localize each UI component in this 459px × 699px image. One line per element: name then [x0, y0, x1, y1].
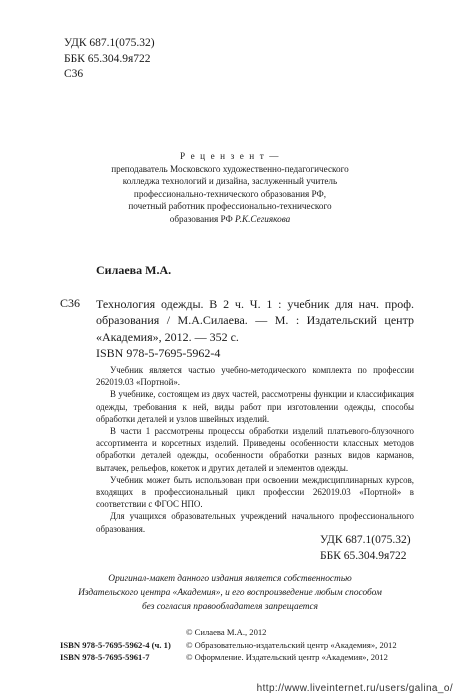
reviewer-line-prefix: образования РФ	[169, 213, 236, 224]
annotation-paragraph: Учебник может быть использован при освоении междисциплинарных курсов, входящих в профессиональный цикл профессии 262019.03 «Портной» в соответствии с ФГОС НПО.	[96, 474, 414, 510]
isbn-line: ISBN 978-5-7695-5962-4	[96, 346, 221, 361]
rights-copyright: © Оформление. Издательский центр «Академия», 2012	[186, 652, 388, 663]
rights-copyright: © Образовательно-издательский центр «Академия», 2012	[186, 639, 397, 650]
bibliographic-description	[96, 296, 414, 362]
reviewer-line: профессионально-технического образования РФ,	[133, 188, 327, 199]
rights-copyright: © Силаева М.А., 2012	[186, 627, 267, 637]
reviewer-line: преподаватель Московского художественно-педагогического	[111, 163, 349, 174]
reviewer-last-line	[60, 213, 400, 226]
bbk-code: ББК 65.304.9я722	[320, 549, 407, 562]
rights-block	[60, 626, 430, 664]
rights-isbn: ISBN 978-5-7695-5962-4 (ч. 1)	[60, 639, 171, 650]
notice-line: Оригинал-макет данного издания является собственностью	[108, 574, 352, 584]
annotation-paragraph: В учебнике, состоящем из двух частей, рассмотрены функции и классификация одежды, требования к ней, виды работ при изготовлении одежды, способы обработки деталей и узлов швейных изделий.	[96, 389, 414, 424]
reviewer-label: Р е ц е н з е н т —	[180, 151, 280, 161]
annotation-paragraph: Учебник является частью учебно-методического комплекта по профессии 262019.03 «Портной».	[96, 365, 414, 388]
annotation	[96, 364, 414, 535]
classification-top	[64, 36, 155, 83]
copyright-notice	[40, 573, 420, 614]
udk-code: УДК 687.1(075.32)	[64, 37, 155, 49]
reviewer-name: Р.К.Сегиякова	[235, 213, 291, 224]
rights-row	[60, 651, 430, 664]
notice-line: без согласия правообладателя запрещается	[141, 601, 319, 612]
author-sign-code: С36	[64, 68, 84, 80]
bbk-code: ББК 65.304.9я722	[64, 52, 151, 65]
annotation-paragraph: В части 1 рассмотрены процессы обработки изделий платьевого-блузочного ассортимента и корсетных изделий. Приведены особенности классных методов обработки деталей одежды, особенности обработки разных видов карманов, вытачек, рельефов, кокеток и других деталей и элементов одежды.	[96, 426, 414, 473]
rights-row	[60, 639, 430, 652]
source-watermark: http://www.liveinternet.ru/users/galina_o/	[256, 683, 453, 694]
notice-line: Издательского центра «Академия», и его воспроизведение любым способом	[78, 587, 382, 598]
rights-row	[60, 626, 430, 639]
entry-code: С36	[60, 296, 81, 310]
reviewer-line: колледжа технологий и дизайна, заслуженный учитель	[122, 176, 338, 187]
reviewer-line: почетный работник профессионально-технического	[128, 201, 332, 212]
rights-isbn: ISBN 978-5-7695-5961-7	[60, 652, 150, 663]
book-description: Технология одежды. В 2 ч. Ч. 1 : учебник для нач. проф. образования / М.А.Силаева. — М. : Издательский центр «Академия», 2012. — 352 с.	[96, 297, 414, 344]
classification-bottom	[320, 533, 411, 564]
annotation-paragraph: Для учащихся образовательных учреждений начального профессионального образования.	[96, 511, 414, 534]
reviewer-block	[60, 150, 400, 226]
author-heading: Силаева М.А.	[96, 263, 172, 277]
udk-code: УДК 687.1(075.32)	[320, 534, 411, 546]
rights-isbn	[60, 626, 186, 639]
